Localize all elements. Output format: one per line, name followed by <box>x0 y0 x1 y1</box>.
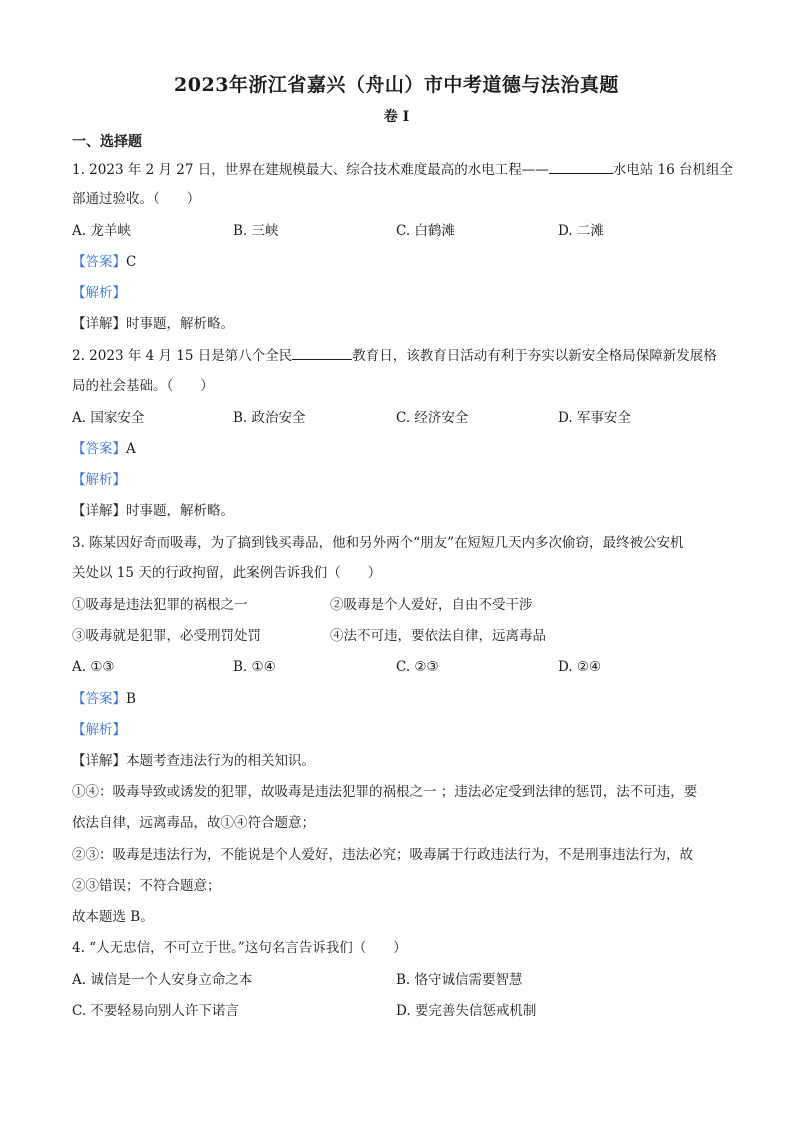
question-1-stem-part-1: 1. 2023 年 2 月 27 日，世界在建规模最大、综合技术难度最高的水电工程—— <box>72 162 549 178</box>
question-1-option-d: D. 二滩 <box>558 223 604 239</box>
question-3-statement-3: ③吸毒就是犯罪，必受刑罚处罚 <box>72 628 261 644</box>
question-3-conclusion: 故本题选 B。 <box>72 909 154 925</box>
question-3-statement-1: ①吸毒是违法犯罪的祸根之一 <box>72 597 248 613</box>
question-3-stem-line-2: 关处以 15 天的行政拘留，此案例告诉我们（ ） <box>72 565 382 581</box>
question-2-stem-line-1 <box>72 345 717 366</box>
detail-text: 本题考查违法行为的相关知识。 <box>126 753 315 769</box>
question-2-option-b: B. 政治安全 <box>233 410 306 426</box>
question-3-analysis-tag: 【解析】 <box>72 722 126 738</box>
question-1-option-a: A. 龙羊峡 <box>72 223 131 239</box>
page-title: 2023年浙江省嘉兴（舟山）市中考道德与法治真题 <box>174 74 619 96</box>
question-4-option-b: B. 恪守诚信需要智慧 <box>396 972 523 988</box>
answer-tag: 【答案】 <box>72 691 126 707</box>
question-4-stem: 4. “人无忠信，不可立于世。”这句名言告诉我们（ ） <box>72 940 407 956</box>
question-2-stem-line-2: 局的社会基础。（ ） <box>72 378 214 394</box>
detail-tag: 【详解】 <box>72 753 126 769</box>
question-3-option-a: A. ①③ <box>72 659 115 675</box>
question-3-option-d: D. ②④ <box>558 659 602 675</box>
answer-tag: 【答案】 <box>72 254 126 270</box>
question-3-detail <box>72 751 315 771</box>
answer-value: B <box>126 691 136 707</box>
question-2-option-c: C. 经济安全 <box>396 410 469 426</box>
question-1-answer <box>72 252 136 272</box>
question-1-option-b: B. 三峡 <box>233 223 279 239</box>
detail-text: 时事题，解析略。 <box>126 503 234 519</box>
paper-subtitle: 卷 I <box>383 109 410 125</box>
question-1-detail <box>72 314 234 334</box>
question-3-option-b: B. ①④ <box>233 659 276 675</box>
detail-tag: 【详解】 <box>72 503 126 519</box>
answer-value: C <box>126 254 137 270</box>
question-2-detail <box>72 501 234 521</box>
question-3-answer <box>72 689 136 709</box>
section-heading: 一、选择题 <box>72 134 142 150</box>
question-4-option-d: D. 要完善失信惩戒机制 <box>396 1003 537 1019</box>
question-2-blank <box>292 345 352 360</box>
question-2-analysis-tag: 【解析】 <box>72 472 126 488</box>
question-4-option-a: A. 诚信是一个人安身立命之本 <box>72 972 253 988</box>
answer-tag: 【答案】 <box>72 441 126 457</box>
question-3-explanation-2-line-2: ②③错误；不符合题意； <box>72 878 221 894</box>
question-3-statement-4: ④法不可违，要依法自律，远离毒品 <box>330 628 546 644</box>
question-3-explanation-1-line-2: 依法自律，远离毒品，故①④符合题意； <box>72 815 315 831</box>
question-1-blank <box>549 159 613 174</box>
question-1-stem-part-2: 水电站 16 台机组全 <box>612 162 734 178</box>
question-4-option-c: C. 不要轻易向别人许下诺言 <box>72 1003 239 1019</box>
question-1-option-c: C. 白鹤滩 <box>396 223 455 239</box>
detail-tag: 【详解】 <box>72 316 126 332</box>
question-3-explanation-2-line-1: ②③：吸毒是违法行为，不能说是个人爱好，违法必究；吸毒属于行政违法行为，不是刑事违法行为，故 <box>72 847 693 863</box>
question-1-analysis-tag: 【解析】 <box>72 285 126 301</box>
question-3-option-c: C. ②③ <box>396 659 439 675</box>
question-2-option-d: D. 军事安全 <box>558 410 631 426</box>
question-1-stem-line-2: 部通过验收。（ ） <box>72 191 201 207</box>
question-3-stem-line-1: 3. 陈某因好奇而吸毒，为了搞到钱买毒品，他和另外两个“朋友”在短短几天内多次偷窃，最终被公安机 <box>72 535 684 551</box>
question-2-answer <box>72 439 136 459</box>
question-3-statement-2: ②吸毒是个人爱好，自由不受干涉 <box>330 597 533 613</box>
question-1-stem-line-1 <box>72 159 733 180</box>
question-2-option-a: A. 国家安全 <box>72 410 145 426</box>
answer-value: A <box>126 441 136 457</box>
question-2-stem-part-1: 2. 2023 年 4 月 15 日是第八个全民 <box>72 348 293 364</box>
question-3-explanation-1-line-1: ①④：吸毒导致或诱发的犯罪，故吸毒是违法犯罪的祸根之一 ；违法必定受到法律的惩罚，法不可违，要 <box>72 784 698 800</box>
question-2-stem-part-2: 教育日，该教育日活动有利于夯实以新安全格局保障新发展格 <box>352 348 717 364</box>
detail-text: 时事题，解析略。 <box>126 316 234 332</box>
